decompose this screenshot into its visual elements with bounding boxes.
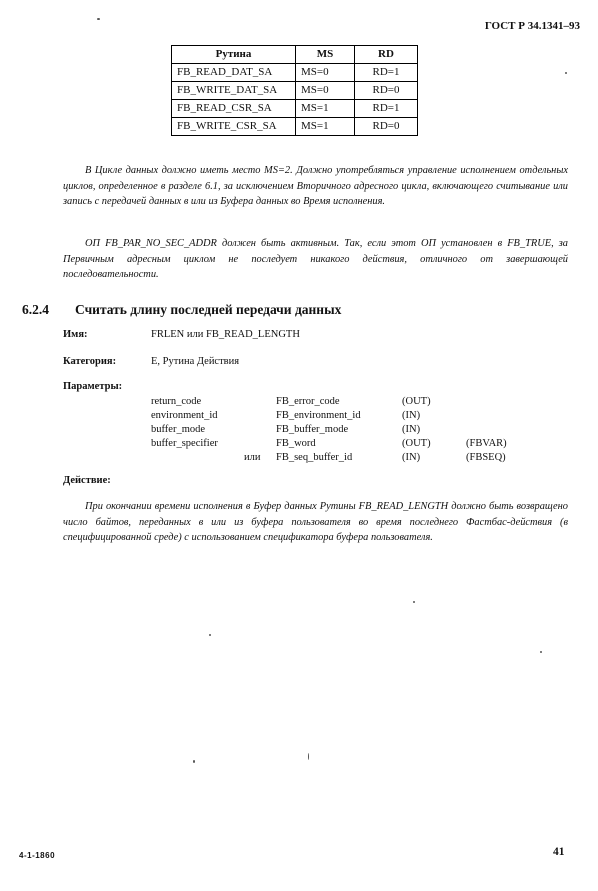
param-name: environment_id	[151, 410, 218, 421]
table-row	[172, 82, 418, 100]
page-number: 41	[553, 846, 565, 858]
param-type: FB_environment_id	[276, 410, 361, 421]
param-name: buffer_mode	[151, 424, 206, 435]
header-cell: MS	[296, 46, 355, 64]
scan-speck	[565, 72, 567, 74]
table-cell: RD=0	[355, 118, 418, 136]
scan-speck	[97, 18, 100, 20]
param-type: FB_word	[276, 438, 316, 449]
routine-table	[171, 45, 418, 136]
param-name: buffer_specifier	[151, 438, 218, 449]
table-row	[172, 100, 418, 118]
section-title: Считать длину последней передачи данных	[75, 302, 342, 317]
table-cell: FB_WRITE_DAT_SA	[172, 82, 296, 100]
section-number: 6.2.4	[22, 302, 49, 317]
param-type: FB_buffer_mode	[276, 424, 349, 435]
param-direction: (IN)	[402, 410, 421, 421]
paragraph-cycle	[63, 163, 568, 210]
scan-speck	[413, 601, 415, 603]
table-cell: FB_READ_DAT_SA	[172, 64, 296, 82]
param-direction: (OUT)	[402, 438, 431, 449]
param-name: return_code	[151, 396, 202, 407]
param-direction: (IN)	[402, 452, 421, 463]
paragraph-text: В Цикле данных должно иметь место MS=2. Должно употребляться управление исполнением отдельных циклов, определенное в разделе 6.1, за исключением Вторичного адресного цикла, включающего считывание или запись с передачей данных в или из Буфера данных во Время исполнения.	[63, 165, 568, 207]
param-direction: (IN)	[402, 424, 421, 435]
param-tag: (FBSEQ)	[466, 452, 506, 463]
table-cell: RD=1	[355, 100, 418, 118]
category-label: Категория:	[63, 356, 117, 367]
paragraph-op	[63, 236, 568, 283]
action-text: При окончании времени исполнения в Буфер данных Рутины FB_READ_LENGTH должно быть возвращено число байтов, переданных в или из буфера пользователя во время последнего Фастбас-действия (в специфицированной среде) с использованием спецификатора буфера пользователя.	[63, 501, 568, 543]
scan-speck	[308, 753, 309, 760]
table-cell: MS=0	[296, 64, 355, 82]
action-paragraph	[63, 499, 568, 546]
table-cell: MS=1	[296, 100, 355, 118]
param-alternative-word: или	[244, 452, 261, 463]
table-cell: FB_READ_CSR_SA	[172, 100, 296, 118]
name-label: Имя:	[63, 329, 88, 340]
table-cell: RD=1	[355, 64, 418, 82]
table-cell: FB_WRITE_CSR_SA	[172, 118, 296, 136]
scan-speck	[193, 760, 195, 763]
table-row	[172, 118, 418, 136]
name-value: FRLEN или FB_READ_LENGTH	[151, 329, 300, 340]
param-type: FB_error_code	[276, 396, 340, 407]
table-cell: RD=0	[355, 82, 418, 100]
action-label: Действие:	[63, 475, 111, 486]
param-type: FB_seq_buffer_id	[276, 452, 353, 463]
footer-code: 4-1-1860	[19, 851, 56, 860]
scan-speck	[540, 651, 542, 653]
paragraph-text: ОП FB_PAR_NO_SEC_ADDR должен быть активным. Так, если этот ОП установлен в FB_TRUE, за Первичным адресным циклом не последует никакого действия, отличного от завершающей последовательности.	[63, 238, 568, 280]
scan-speck	[209, 634, 211, 636]
table-header-row	[172, 46, 418, 64]
table-row	[172, 64, 418, 82]
param-tag: (FBVAR)	[466, 438, 507, 449]
table-cell: MS=1	[296, 118, 355, 136]
category-value: Е, Рутина Действия	[151, 356, 240, 367]
standard-header: ГОСТ Р 34.1341–93	[484, 20, 580, 32]
params-label: Параметры:	[63, 381, 123, 392]
header-cell: RD	[355, 46, 418, 64]
table-cell: MS=0	[296, 82, 355, 100]
header-cell: Рутина	[172, 46, 296, 64]
param-direction: (OUT)	[402, 396, 431, 407]
